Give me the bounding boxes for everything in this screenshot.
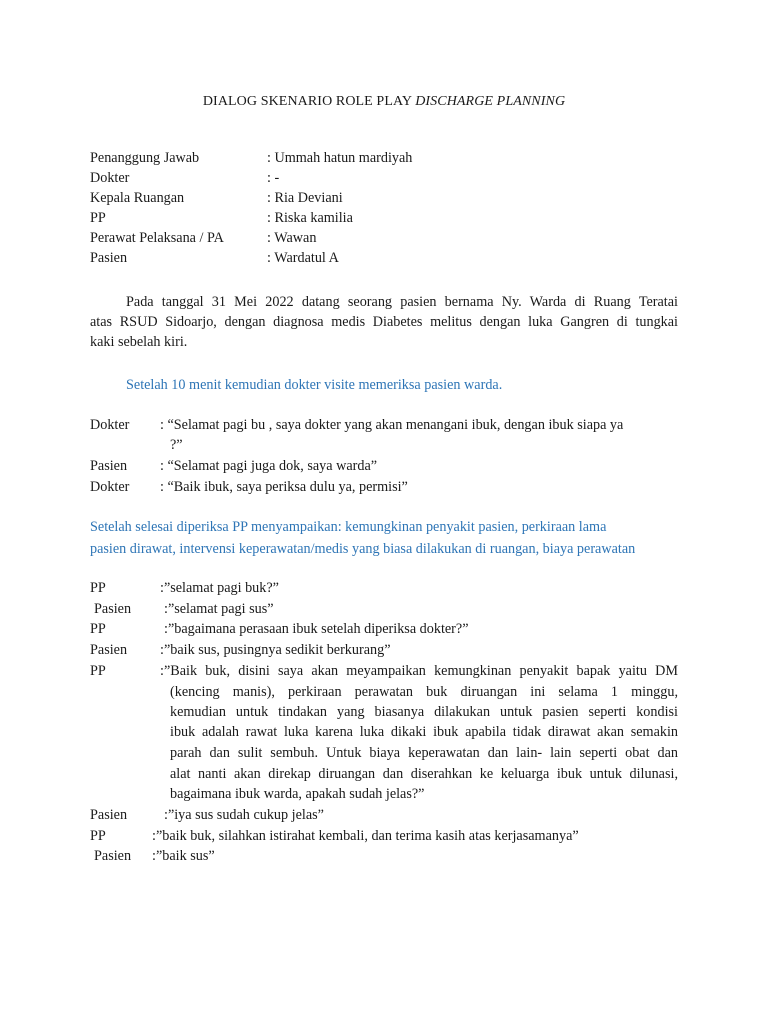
info-value-pasien: : Wardatul A [267, 250, 339, 266]
dialog-line: :”iya sus sudah cukup jelas” [164, 807, 324, 823]
dialog-line: :”baik sus, pusingnya sedikit berkurang” [160, 642, 391, 658]
dialog-line: ibuk adalah rawat luka karena luka dikaki ibuk apabila tidak dirawat akan semakin [170, 724, 678, 740]
dialog-speaker: PP [90, 828, 106, 844]
document-title [0, 92, 768, 112]
info-label-pasien: Pasien [90, 250, 128, 266]
info-value-perawat-pelaksana: : Wawan [267, 230, 317, 246]
dialog-line: bagaimana ibuk warda, apakah sudah jelas?” [170, 786, 425, 802]
scene-direction: Setelah 10 menit kemudian dokter visite memeriksa pasien warda. [126, 377, 503, 393]
dialog-speaker: PP [90, 580, 106, 596]
dialog-line: kemudian untuk tindakan yang biasanya dilakukan untuk pasien seperti kondisi [170, 704, 678, 720]
dialog-speaker: Pasien [94, 848, 132, 864]
intro-line: kaki sebelah kiri. [90, 334, 188, 350]
dialog-line: (kencing manis), perkiraan perawatan buk diruangan ini selama 1 minggu, [170, 684, 678, 700]
info-label-penanggung-jawab: Penanggung Jawab [90, 150, 200, 166]
info-label-perawat-pelaksana: Perawat Pelaksana / PA [90, 230, 224, 246]
dialog-speaker: Pasien [90, 807, 128, 823]
dialog-line: :”Baik buk, disini saya akan meyampaikan kemungkinan penyakit bapak yaitu DM [160, 663, 678, 679]
dialog-speaker: Dokter [90, 479, 130, 495]
intro-line: Pada tanggal 31 Mei 2022 datang seorang pasien bernama Ny. Warda di Ruang Teratai [126, 294, 678, 310]
title-normal: DIALOG SKENARIO ROLE PLAY [202, 94, 416, 109]
dialog-speaker: Pasien [90, 458, 128, 474]
dialog-speaker: PP [90, 621, 106, 637]
dialog-line: :”baik sus” [152, 848, 215, 864]
dialog-line: : “Selamat pagi juga dok, saya warda” [160, 458, 378, 474]
dialog-line-continued: ?” [170, 437, 183, 453]
scene-direction: Setelah selesai diperiksa PP menyampaikan: kemungkinan penyakit pasien, perkiraan lama [90, 519, 607, 535]
dialog-line: parah dan sulit sembuh. Untuk biaya keperawatan dan lain- lain seperti obat dan [170, 745, 678, 761]
dialog-line: alat nanti akan direkap diruangan dan diserahkan ke keluarga ibuk untuk dilunasi, [170, 766, 678, 782]
dialog-speaker: Dokter [90, 417, 130, 433]
scene-direction: pasien dirawat, intervensi keperawatan/medis yang biasa dilakukan di ruangan, biaya perawatan [90, 541, 636, 557]
info-value-kepala-ruangan: : Ria Deviani [267, 190, 343, 206]
dialog-line: : “Baik ibuk, saya periksa dulu ya, permisi” [160, 479, 408, 495]
info-value-dokter: : - [267, 170, 280, 186]
info-label-kepala-ruangan: Kepala Ruangan [90, 190, 185, 206]
dialog-line: :”baik buk, silahkan istirahat kembali, dan terima kasih atas kerjasamanya” [152, 828, 579, 844]
dialog-line: :”selamat pagi buk?” [160, 580, 279, 596]
dialog-line: :”bagaimana perasaan ibuk setelah diperiksa dokter?” [164, 621, 469, 637]
dialog-line: :”selamat pagi sus” [164, 601, 274, 617]
info-label-dokter: Dokter [90, 170, 130, 186]
dialog-speaker: PP [90, 663, 106, 679]
info-value-penanggung-jawab: : Ummah hatun mardiyah [267, 150, 413, 166]
info-value-pp: : Riska kamilia [267, 210, 353, 226]
dialog-speaker: Pasien [90, 642, 128, 658]
dialog-line: : “Selamat pagi bu , saya dokter yang akan menangani ibuk, dengan ibuk siapa ya [160, 417, 624, 433]
info-label-pp: PP [90, 210, 106, 226]
dialog-speaker: Pasien [94, 601, 132, 617]
title-italic: DISCHARGE PLANNING [415, 94, 566, 109]
intro-line: atas RSUD Sidoarjo, dengan diagnosa medis Diabetes melitus dengan luka Gangren di tungkai [90, 314, 678, 330]
